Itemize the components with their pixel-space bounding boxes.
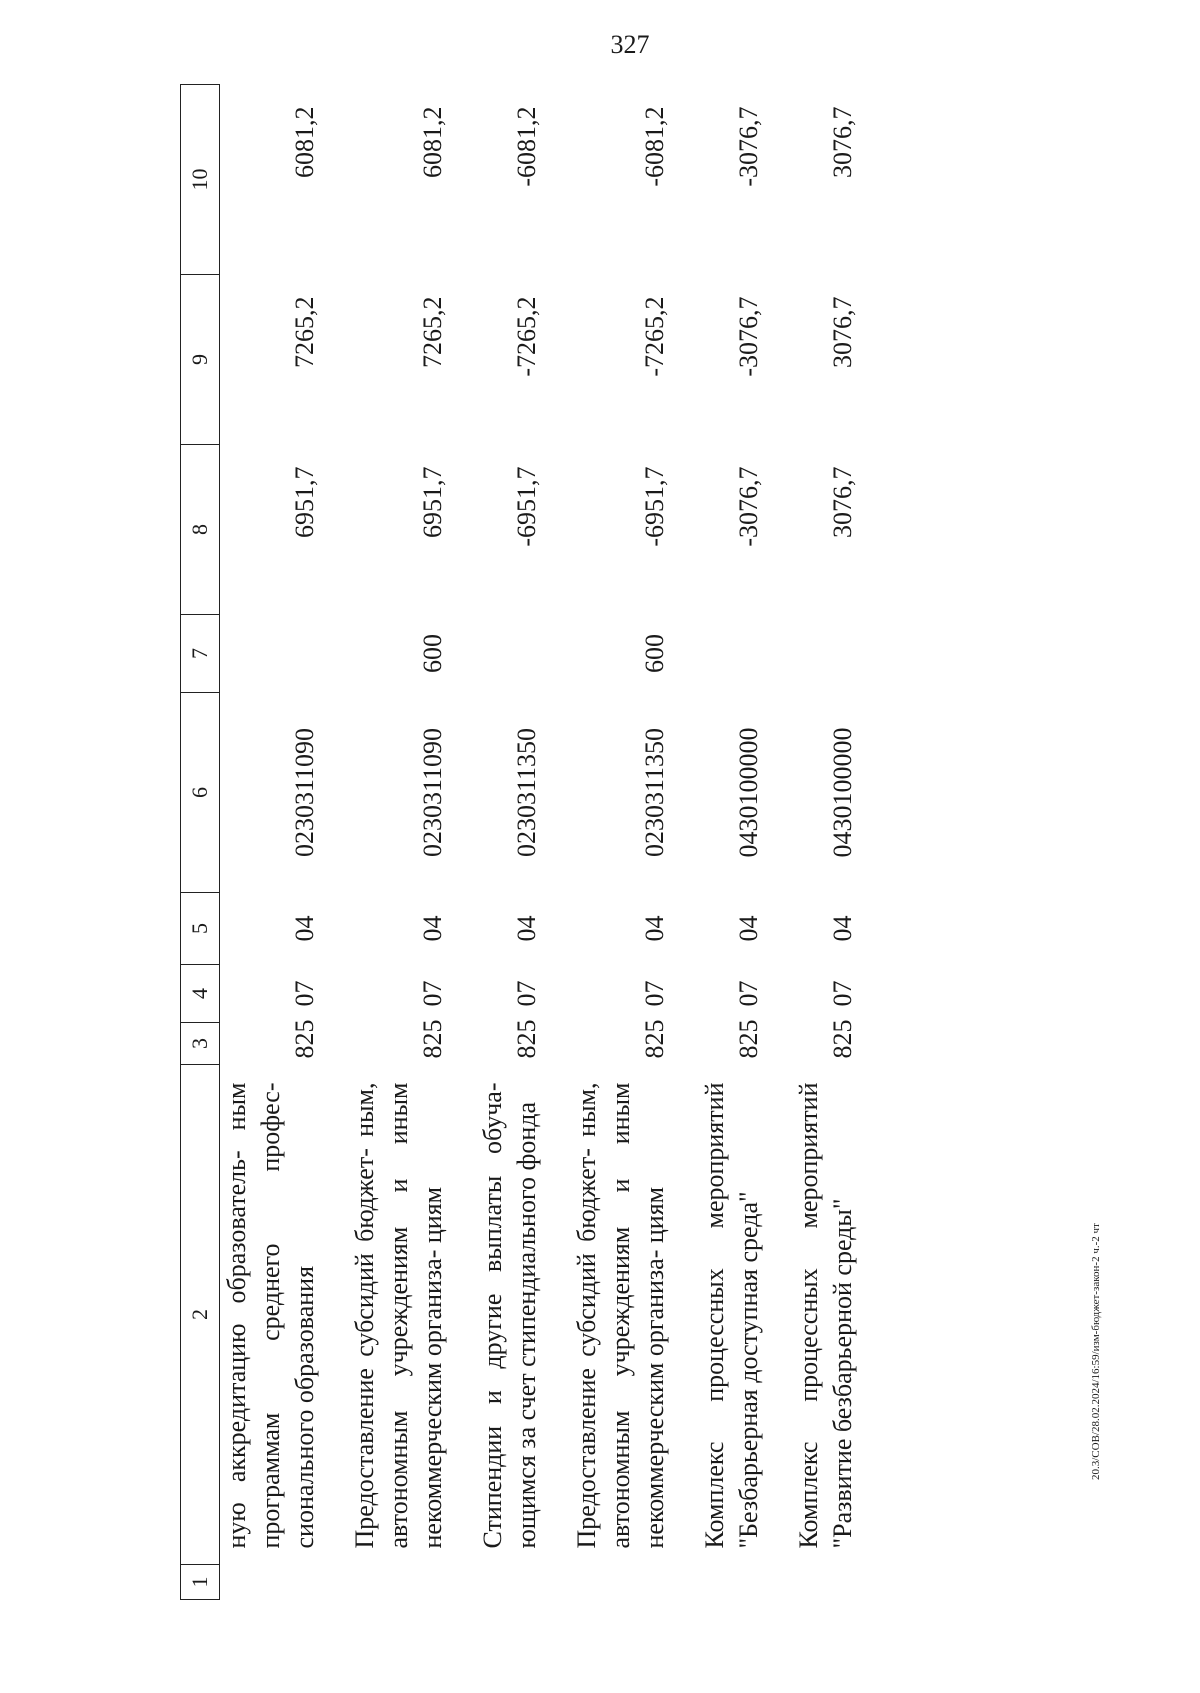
row-col10: -6081,2 [512, 106, 541, 187]
row-col6: 0230311090 [290, 727, 319, 858]
row-col9: 7265,2 [290, 296, 319, 368]
row-col10: 6081,2 [290, 106, 319, 178]
row-col7: 600 [640, 634, 669, 673]
row-col9: -7265,2 [512, 296, 541, 377]
row-col9: -7265,2 [640, 296, 669, 377]
row-col3: 825 [734, 1019, 763, 1059]
row-description: Предоставление субсидий бюджет- ным, автономным учреждениям и иным некоммерческим организа- циям [572, 1082, 669, 1549]
header-col-3: 3 [181, 1023, 220, 1065]
row-col4: 07 [734, 980, 763, 1007]
row-col6: 0230311350 [512, 727, 541, 858]
row-col3: 825 [418, 1019, 447, 1059]
row-col3: 825 [512, 1019, 541, 1059]
row-description: ную аккредитацию образователь- ным программам среднего профес- сионального образования [222, 1082, 319, 1549]
row-col7 [676, 615, 770, 693]
row-description: Предоставление субсидий бюджет- ным, автономным учреждениям и иным некоммерческим организа- циям [350, 1082, 447, 1549]
row-col3: 825 [290, 1019, 319, 1059]
table-row [454, 85, 548, 1600]
header-col-9: 9 [181, 275, 220, 445]
row-col4: 07 [418, 980, 447, 1007]
row-col4: 07 [828, 980, 857, 1007]
header-col-7: 7 [181, 615, 220, 693]
row-col5: 04 [734, 915, 763, 942]
row-col9: 3076,7 [828, 296, 857, 368]
row-col8: 6951,7 [290, 466, 319, 538]
row-col5: 04 [512, 915, 541, 942]
row-col9: -3076,7 [734, 296, 763, 377]
row-col5: 04 [418, 915, 447, 942]
header-col-1: 1 [181, 1565, 220, 1600]
row-col7 [770, 615, 864, 693]
row-col6: 0230311350 [640, 727, 669, 858]
row-col4: 07 [640, 980, 669, 1007]
document-footer-code: 20.3/СОВ/28.02.2024/16:59/изм-бюджет-закон-2 ч.-2 чт [1090, 1223, 1102, 1480]
table-row [220, 85, 327, 1600]
row-col10: -6081,2 [640, 106, 669, 187]
page-number: 327 [610, 30, 650, 59]
header-col-10: 10 [181, 85, 220, 275]
table-row [548, 85, 676, 1600]
row-col9: 7265,2 [418, 296, 447, 368]
row-description: Стипендии и другие выплаты обуча- ющимся за счет стипендиального фонда [478, 1082, 541, 1549]
row-col6: 0430100000 [734, 727, 763, 858]
row-col4: 07 [290, 980, 319, 1007]
table-row [770, 85, 864, 1600]
row-col8: -6951,7 [640, 466, 669, 547]
row-col7 [454, 615, 548, 693]
rotated-table-container [180, 85, 1140, 1600]
header-col-4: 4 [181, 965, 220, 1023]
budget-table [180, 84, 864, 1600]
table-row [676, 85, 770, 1600]
table-header-row [181, 85, 220, 1600]
table-row [326, 85, 454, 1600]
row-col6: 0430100000 [828, 727, 857, 858]
row-col8: 3076,7 [828, 466, 857, 538]
row-col5: 04 [828, 915, 857, 942]
row-col7: 600 [418, 634, 447, 673]
row-col10: -3076,7 [734, 106, 763, 187]
row-col10: 6081,2 [418, 106, 447, 178]
row-col6: 0230311090 [418, 727, 447, 858]
row-col7 [220, 615, 327, 693]
row-col8: -3076,7 [734, 466, 763, 547]
row-col10: 3076,7 [828, 106, 857, 178]
header-col-8: 8 [181, 445, 220, 615]
row-col5: 04 [640, 915, 669, 942]
row-description: Комплекс процессных мероприятий "Безбарьерная доступная среда" [700, 1082, 763, 1549]
header-col-2: 2 [181, 1065, 220, 1565]
row-col8: -6951,7 [512, 466, 541, 547]
header-col-5: 5 [181, 893, 220, 965]
row-col3: 825 [640, 1019, 669, 1059]
row-col4: 07 [512, 980, 541, 1007]
row-col5: 04 [290, 915, 319, 942]
row-col8: 6951,7 [418, 466, 447, 538]
row-col3: 825 [828, 1019, 857, 1059]
row-description: Комплекс процессных мероприятий "Развитие безбарьерной среды" [794, 1082, 857, 1549]
header-col-6: 6 [181, 693, 220, 893]
